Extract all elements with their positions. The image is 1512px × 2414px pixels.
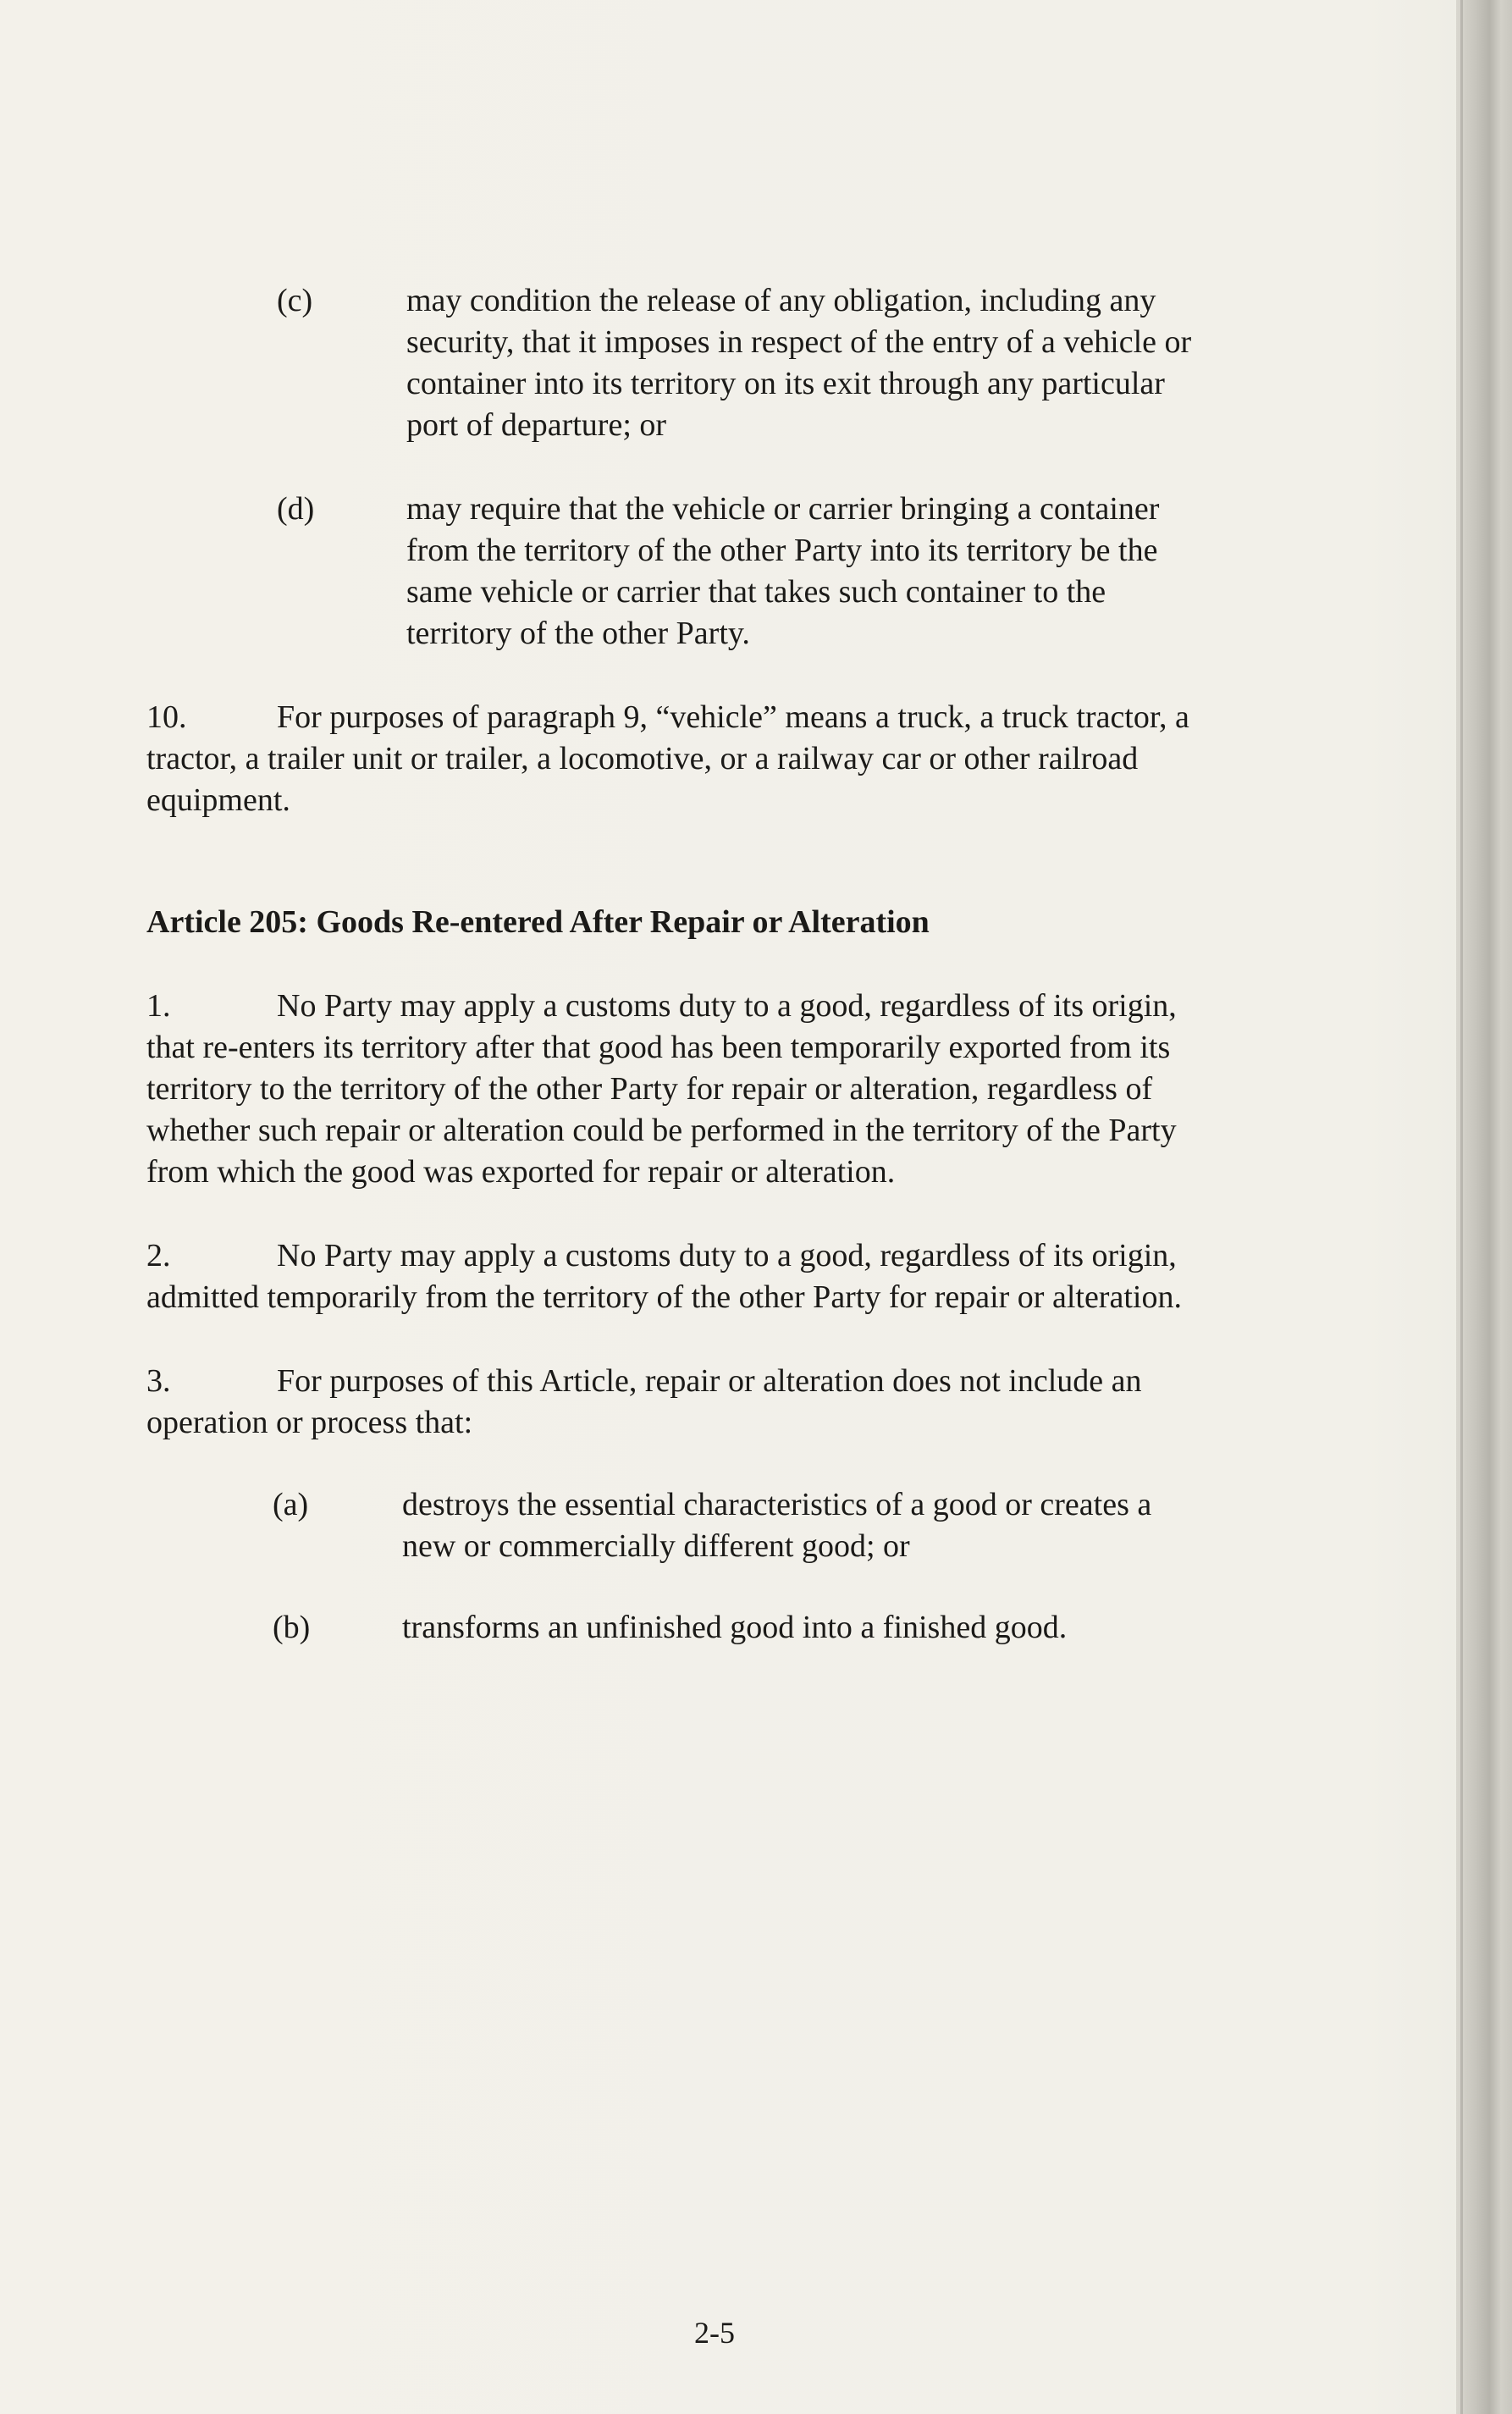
item-d-line-4: territory of the other Party. bbox=[406, 616, 750, 651]
para-1-line-4: whether such repair or alteration could be performed in the territory of the Party bbox=[146, 1113, 1177, 1148]
para-2-number: 2. bbox=[146, 1238, 171, 1273]
item-c-line-1: may condition the release of any obligation, including any bbox=[406, 283, 1156, 318]
para-1-number: 1. bbox=[146, 988, 171, 1024]
item-d-line-2: from the territory of the other Party into its territory be the bbox=[406, 533, 1158, 568]
para-10-line-3: equipment. bbox=[146, 782, 290, 818]
para-2-first-line: No Party may apply a customs duty to a good, regardless of its origin, bbox=[277, 1238, 1177, 1273]
item-a-line-1: destroys the essential characteristics of a good or creates a bbox=[402, 1487, 1152, 1522]
item-d-line-3: same vehicle or carrier that takes such container to the bbox=[406, 574, 1106, 610]
para-3-first-line: For purposes of this Article, repair or alteration does not include an bbox=[277, 1363, 1142, 1399]
item-d-label: (d) bbox=[277, 491, 315, 527]
item-c-line-4: port of departure; or bbox=[406, 407, 667, 443]
article-heading: Article 205: Goods Re-entered After Repair or Alteration bbox=[146, 904, 930, 940]
item-c-line-3: container into its territory on its exit through any particular bbox=[406, 366, 1165, 401]
page-number: 2-5 bbox=[694, 2316, 735, 2350]
item-a-label: (a) bbox=[273, 1487, 309, 1522]
para-1-line-2: that re-enters its territory after that good has been temporarily exported from its bbox=[146, 1030, 1171, 1065]
item-a-line-2: new or commercially different good; or bbox=[402, 1528, 910, 1564]
item-c-line-2: security, that it imposes in respect of the entry of a vehicle or bbox=[406, 324, 1192, 360]
para-10-first-line: For purposes of paragraph 9, “vehicle” means a truck, a truck tractor, a bbox=[277, 699, 1189, 735]
para-3-number: 3. bbox=[146, 1363, 171, 1399]
para-3-line-2: operation or process that: bbox=[146, 1405, 473, 1440]
item-c-label: (c) bbox=[277, 283, 313, 318]
para-10-line-2: tractor, a trailer unit or trailer, a locomotive, or a railway car or other railroad bbox=[146, 741, 1139, 776]
para-1-first-line: No Party may apply a customs duty to a good, regardless of its origin, bbox=[277, 988, 1177, 1024]
para-1-line-3: territory to the territory of the other Party for repair or alteration, regardless of bbox=[146, 1071, 1153, 1107]
page-edge-line bbox=[1460, 0, 1463, 2414]
item-d-line-1: may require that the vehicle or carrier bringing a container bbox=[406, 491, 1160, 527]
item-b-line-1: transforms an unfinished good into a finished good. bbox=[402, 1610, 1068, 1645]
para-1-line-5: from which the good was exported for repair or alteration. bbox=[146, 1154, 896, 1190]
page-edge-shadow bbox=[1456, 0, 1512, 2414]
para-2-line-2: admitted temporarily from the territory of the other Party for repair or alteration. bbox=[146, 1279, 1182, 1315]
para-10-number: 10. bbox=[146, 699, 187, 735]
item-b-label: (b) bbox=[273, 1610, 311, 1645]
